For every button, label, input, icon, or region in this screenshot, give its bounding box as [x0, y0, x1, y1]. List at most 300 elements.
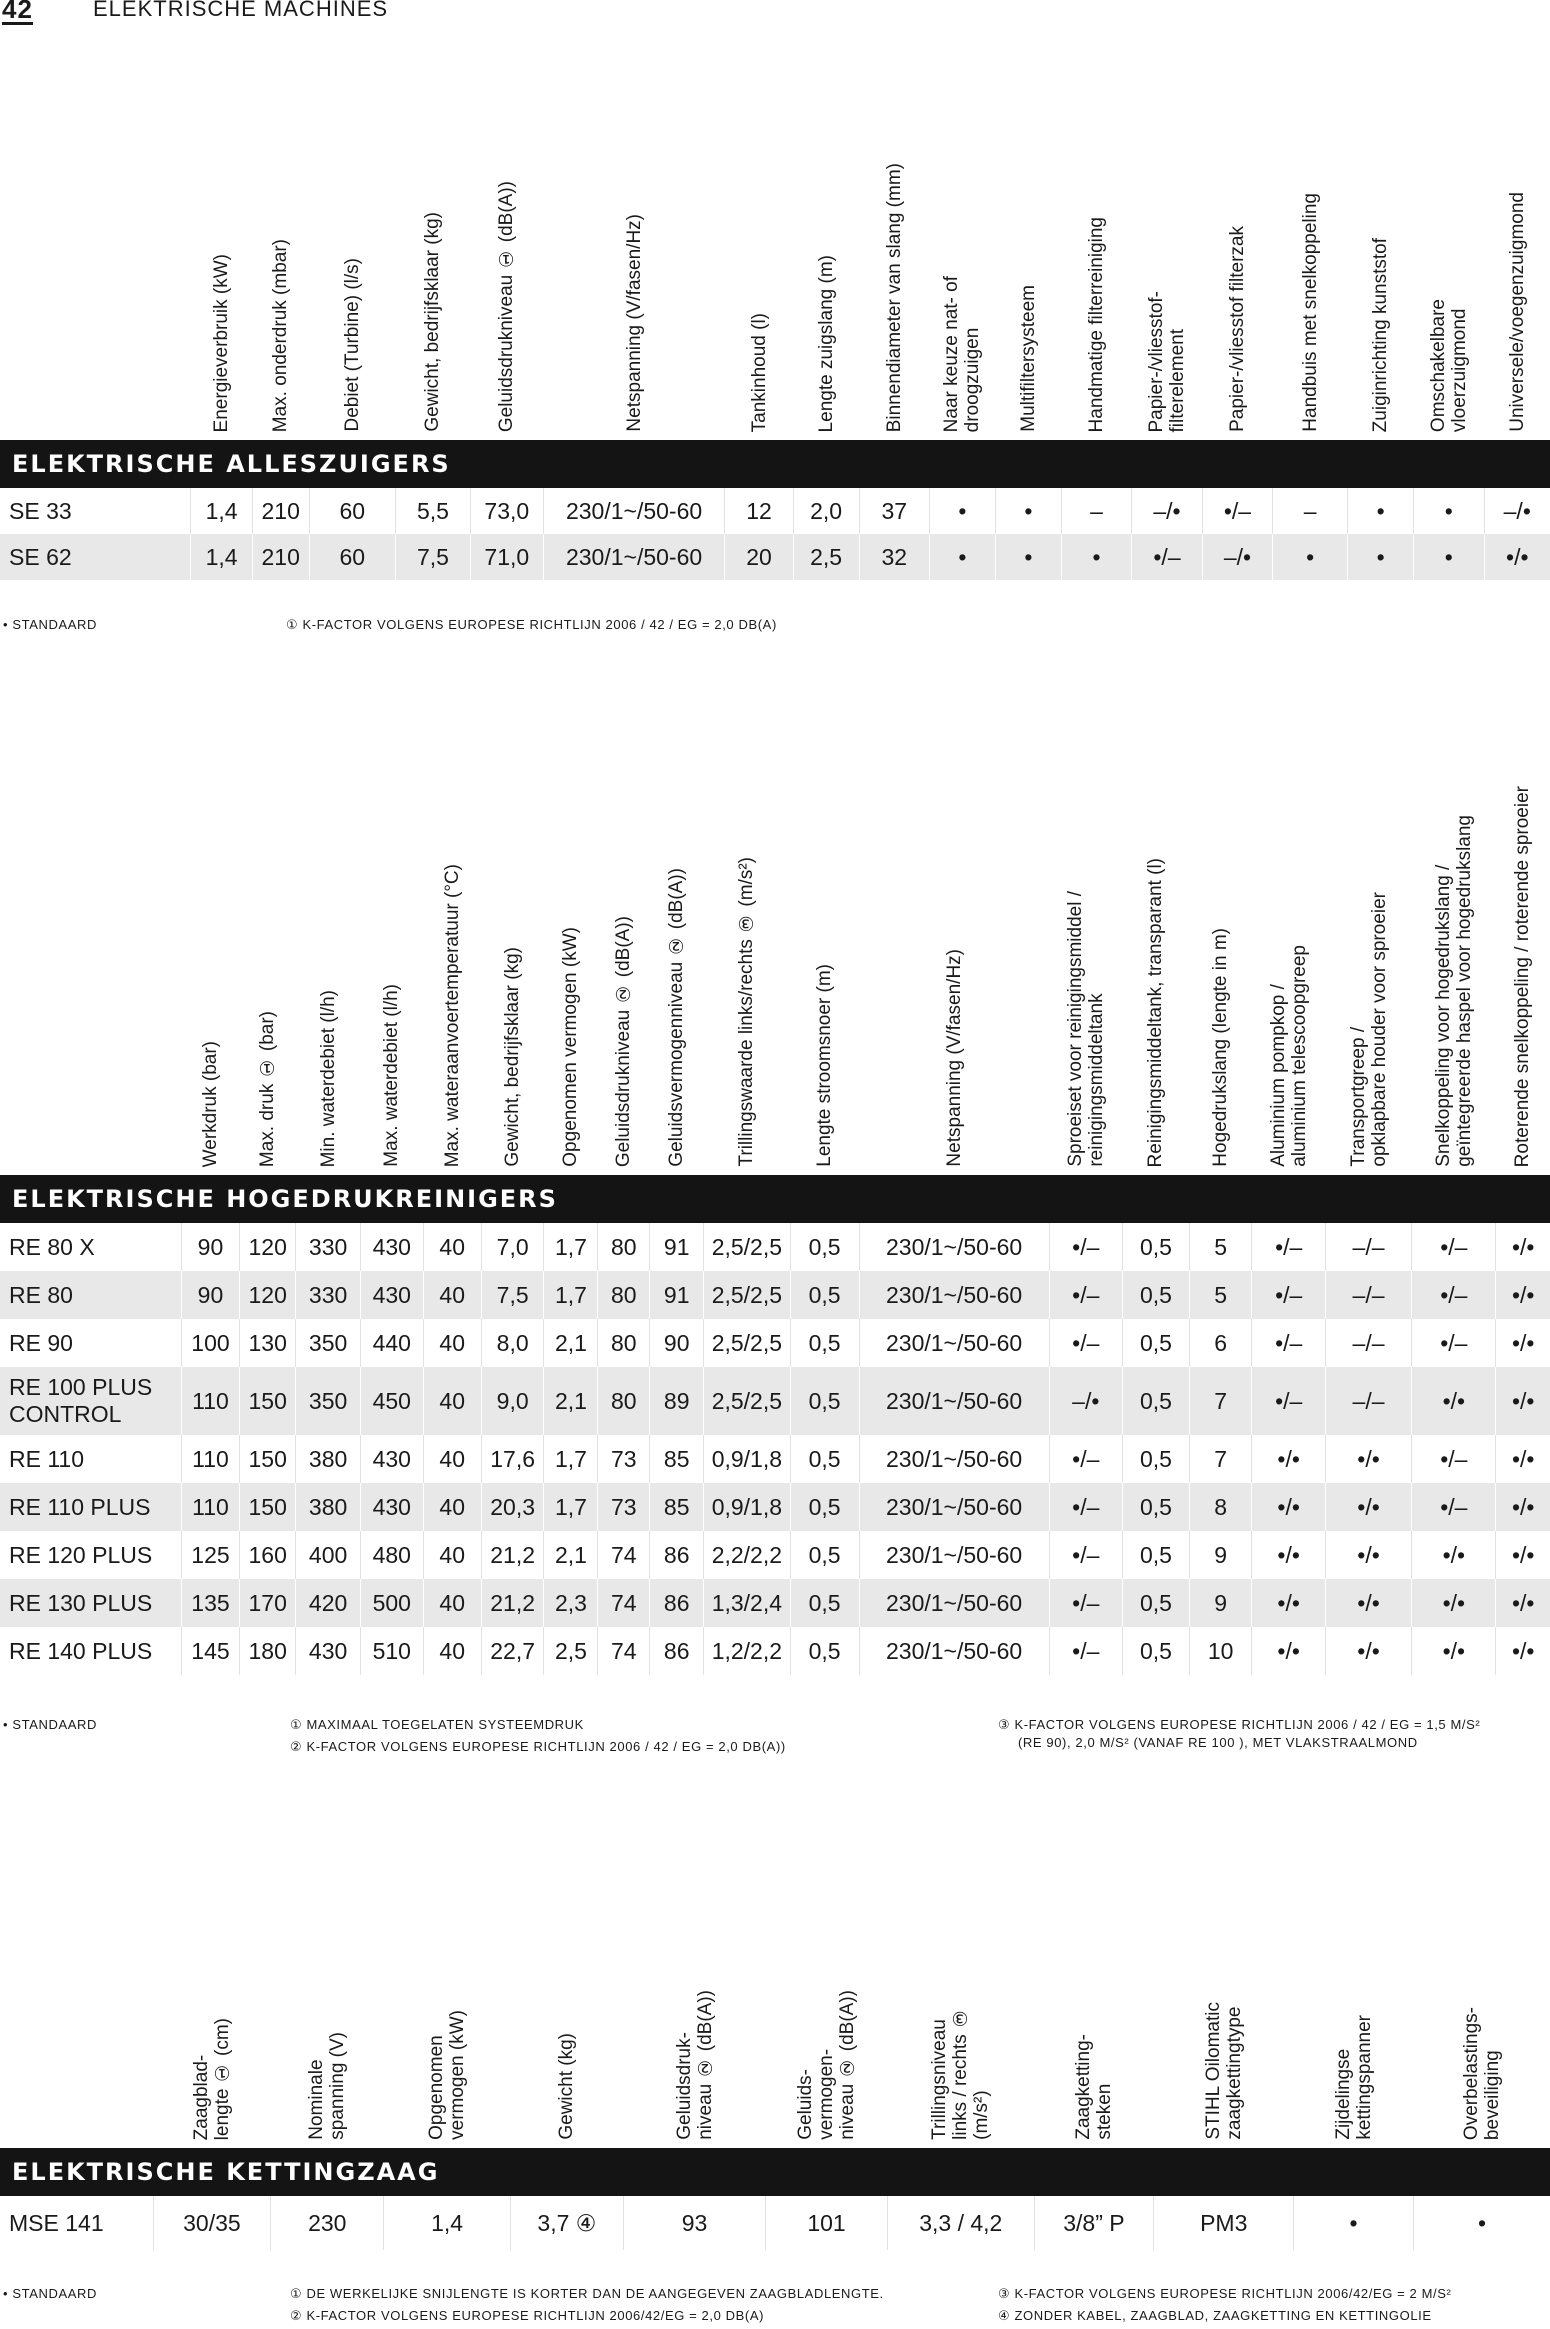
table-cell: 0,9/1,8: [704, 1483, 790, 1531]
table-row: [0, 1435, 1550, 1483]
table-cell: 3,7 ④: [510, 2196, 623, 2250]
table-cell: 230/1~/50-60: [859, 1435, 1049, 1483]
table-cell: 380: [296, 1483, 361, 1531]
table-cell: 40: [423, 1367, 481, 1435]
table-cell: •/–: [1049, 1319, 1122, 1367]
table-cell: –/•: [1202, 534, 1272, 580]
header-corner: [0, 695, 181, 1175]
t1-footnote-1: ① K-FACTOR VOLGENS EUROPESE RICHTLIJN 2006 / 42 / EG = 2,0 DB(A): [286, 617, 777, 632]
table-cell: 80: [598, 1319, 650, 1367]
table-cell: •/–: [1252, 1319, 1325, 1367]
column-header-label: Gewicht (kg): [556, 2033, 578, 2140]
table-cell: 89: [650, 1367, 704, 1435]
model-name: RE 100 PLUS CONTROL: [0, 1367, 181, 1435]
table-cell: 30/35: [153, 2196, 271, 2250]
table-cell: •/•: [1496, 1367, 1550, 1435]
column-header-label: Sproeiset voor reinigingsmiddel / reinigingsmiddeltank: [1064, 891, 1107, 1167]
table-cell: 0,5: [1122, 1367, 1189, 1435]
table-cell: •: [995, 534, 1061, 580]
model-name: RE 120 PLUS: [0, 1531, 181, 1579]
table-cell: –/–: [1325, 1271, 1411, 1319]
table-cell: •: [1413, 2196, 1550, 2250]
column-header: [1294, 1930, 1414, 2148]
table-cell: PM3: [1154, 2196, 1294, 2250]
table-cell: 40: [423, 1627, 481, 1675]
column-header: [1154, 1930, 1294, 2148]
table-cell: 86: [650, 1531, 704, 1579]
table-cell: 0,5: [790, 1531, 859, 1579]
table-cell: 330: [296, 1223, 361, 1271]
table-cell: 40: [423, 1223, 481, 1271]
table-cell: 230/1~/50-60: [859, 1223, 1049, 1271]
table-cell: 60: [309, 488, 395, 534]
column-header-label: Binnendiameter van slang (mm): [883, 162, 905, 432]
section-title-row: [0, 2148, 1550, 2196]
column-header-label: Energieverbruik (kW): [211, 253, 233, 432]
table-cell: 74: [598, 1579, 650, 1627]
column-header: [598, 695, 650, 1175]
table-cell: 86: [650, 1627, 704, 1675]
table-cell: 93: [624, 2196, 766, 2250]
table-cell: 73: [598, 1435, 650, 1483]
table-cell: 2,1: [544, 1367, 598, 1435]
column-header: [1189, 695, 1252, 1175]
table-cell: •: [1294, 2196, 1414, 2250]
table-cell: –/–: [1325, 1223, 1411, 1271]
table-cell: •: [1414, 534, 1484, 580]
model-name: RE 140 PLUS: [0, 1627, 181, 1675]
column-header-label: Handmatige filterreiniging: [1086, 216, 1108, 432]
table-cell: •: [1061, 534, 1131, 580]
t3-footnote-1: ① DE WERKELIJKE SNIJLENGTE IS KORTER DAN DE AANGEGEVEN ZAAGBLADLENGTE.: [290, 2286, 884, 2301]
table-cell: 440: [360, 1319, 423, 1367]
table-cell: 40: [423, 1579, 481, 1627]
table-cell: •/•: [1325, 1627, 1411, 1675]
column-header: [888, 1930, 1034, 2148]
table-cell: 0,5: [790, 1627, 859, 1675]
table-cell: 1,4: [191, 488, 252, 534]
table-cell: –/•: [1484, 488, 1550, 534]
table-cell: 80: [598, 1367, 650, 1435]
column-header-label: Trillingswaarde links/rechts ③ (m/s²): [736, 857, 758, 1167]
table-cell: 91: [650, 1223, 704, 1271]
table-row: [0, 488, 1550, 534]
table-row: [0, 1271, 1550, 1319]
section-title-row: [0, 440, 1550, 488]
table-cell: 91: [650, 1271, 704, 1319]
table-cell: •/–: [1049, 1223, 1122, 1271]
table-cell: 0,9/1,8: [704, 1435, 790, 1483]
column-header-label: STIHL Oilomatic zaagkettingtype: [1202, 2002, 1245, 2140]
column-header: [859, 120, 929, 440]
column-header-label: Zaagketting- steken: [1072, 2034, 1115, 2140]
table-cell: 180: [240, 1627, 296, 1675]
table-cell: 9,0: [481, 1367, 544, 1435]
table-cell: 10: [1189, 1627, 1252, 1675]
table-cell: •/–: [1252, 1271, 1325, 1319]
table-cell: 0,5: [1122, 1579, 1189, 1627]
column-header-label: Zaagblad- lengte ① (cm): [190, 2017, 233, 2140]
table-cell: 120: [240, 1223, 296, 1271]
column-header: [1252, 695, 1325, 1175]
table-cell: •/–: [1252, 1367, 1325, 1435]
column-header-label: Omschakelbare vloerzuigmond: [1427, 298, 1470, 432]
column-header: [790, 695, 859, 1175]
column-header: [510, 1930, 623, 2148]
column-header-label: Geluidsdrukniveau ① (dB(A)): [496, 180, 518, 432]
column-header: [1496, 695, 1550, 1175]
model-name: RE 110 PLUS: [0, 1483, 181, 1531]
column-header: [544, 695, 598, 1175]
table-cell: 230/1~/50-60: [859, 1579, 1049, 1627]
table-cell: 74: [598, 1627, 650, 1675]
column-header: [859, 695, 1049, 1175]
table-cell: 430: [360, 1223, 423, 1271]
table-cell: 135: [181, 1579, 239, 1627]
column-header: [725, 120, 793, 440]
table-cell: •/–: [1412, 1271, 1496, 1319]
table-cell: •/•: [1325, 1483, 1411, 1531]
column-header-label: Max. onderdruk (mbar): [270, 238, 292, 432]
column-header: [624, 1930, 766, 2148]
table-cell: 40: [423, 1319, 481, 1367]
column-header-label: Naar keuze nat- of droogzuigen: [941, 275, 984, 432]
table-cell: 73,0: [470, 488, 543, 534]
column-header-label: Werkdruk (bar): [199, 1040, 221, 1167]
table-cell: 230/1~/50-60: [543, 488, 725, 534]
column-header-label: Max. wateraanvoertemperatuur (°C): [441, 863, 463, 1167]
header-corner: [0, 1930, 153, 2148]
table-cell: 230/1~/50-60: [859, 1483, 1049, 1531]
table-cell: 40: [423, 1435, 481, 1483]
column-header-label: Nominale spanning (V): [306, 2032, 349, 2140]
column-header: [650, 695, 704, 1175]
table-cell: 0,5: [1122, 1223, 1189, 1271]
table-cell: 7: [1189, 1435, 1252, 1483]
table-cell: –/–: [1325, 1367, 1411, 1435]
table-cell: 37: [859, 488, 929, 534]
column-header: [423, 695, 481, 1175]
table-row: [0, 534, 1550, 580]
header-corner: [0, 120, 191, 440]
table-cell: 86: [650, 1579, 704, 1627]
table-cell: 0,5: [1122, 1531, 1189, 1579]
table-cell: 1,7: [544, 1223, 598, 1271]
table-cell: 130: [240, 1319, 296, 1367]
table-row: [0, 1483, 1550, 1531]
table-cell: 71,0: [470, 534, 543, 580]
table-cell: •/•: [1412, 1579, 1496, 1627]
table-row: [0, 1531, 1550, 1579]
column-header: [360, 695, 423, 1175]
column-header: [252, 120, 309, 440]
table-cell: •/•: [1252, 1483, 1325, 1531]
alleszuigers-table: [0, 120, 1550, 580]
column-header: [1132, 120, 1202, 440]
table-cell: •/–: [1252, 1223, 1325, 1271]
table-cell: •: [1414, 488, 1484, 534]
page-title: ELEKTRISCHE MACHINES: [93, 0, 389, 21]
column-header-label: Geluidsdruk- niveau ② (dB(A)): [673, 1990, 716, 2140]
kettingzaag-table: [0, 1930, 1550, 2250]
table-cell: 0,5: [1122, 1483, 1189, 1531]
table-cell: 9: [1189, 1531, 1252, 1579]
column-header-label: Opgenomen vermogen (kW): [426, 2010, 469, 2140]
column-header: [704, 695, 790, 1175]
table-cell: 1,7: [544, 1271, 598, 1319]
model-name: RE 110: [0, 1435, 181, 1483]
column-header: [481, 695, 544, 1175]
table-cell: –/–: [1325, 1319, 1411, 1367]
table-cell: •/•: [1252, 1579, 1325, 1627]
table-cell: •/–: [1049, 1483, 1122, 1531]
model-name: RE 80: [0, 1271, 181, 1319]
table-cell: •/–: [1049, 1531, 1122, 1579]
table-cell: 145: [181, 1627, 239, 1675]
table-cell: 8: [1189, 1483, 1252, 1531]
table-cell: 230/1~/50-60: [859, 1319, 1049, 1367]
column-header-label: Geluidsdrukniveau ② (dB(A)): [613, 915, 635, 1167]
column-header-label: Multifiltersysteem: [1017, 285, 1039, 432]
table-cell: •/–: [1049, 1271, 1122, 1319]
table-cell: 101: [766, 2196, 888, 2250]
table-cell: 0,5: [1122, 1271, 1189, 1319]
table-cell: 7: [1189, 1367, 1252, 1435]
table-cell: 110: [181, 1483, 239, 1531]
column-header-label: Netspanning (V/fasen/Hz): [623, 214, 645, 432]
table-cell: •/–: [1049, 1627, 1122, 1675]
column-header: [1348, 120, 1414, 440]
table-cell: 80: [598, 1223, 650, 1271]
column-header-label: Snelkoppeling voor hogedrukslang / geïntegreerde haspel voor hogedrukslang: [1432, 815, 1475, 1167]
table-cell: 2,5/2,5: [704, 1271, 790, 1319]
table-cell: 8,0: [481, 1319, 544, 1367]
column-header-label: Debiet (Turbine) (l/s): [341, 258, 363, 432]
table-cell: •/•: [1496, 1435, 1550, 1483]
table-cell: 430: [360, 1483, 423, 1531]
column-header: [470, 120, 543, 440]
table-cell: 0,5: [790, 1483, 859, 1531]
table-cell: 420: [296, 1579, 361, 1627]
column-header: [1034, 1930, 1154, 2148]
column-header: [1484, 120, 1550, 440]
table-cell: 2,1: [544, 1531, 598, 1579]
model-name: RE 130 PLUS: [0, 1579, 181, 1627]
table-cell: •/•: [1252, 1627, 1325, 1675]
column-header: [793, 120, 859, 440]
table-cell: 2,5: [544, 1627, 598, 1675]
table-cell: 160: [240, 1531, 296, 1579]
table-cell: •/•: [1412, 1531, 1496, 1579]
column-header: [296, 695, 361, 1175]
table-cell: 60: [309, 534, 395, 580]
table-cell: 6: [1189, 1319, 1252, 1367]
table-cell: 1,7: [544, 1483, 598, 1531]
table-cell: •/•: [1325, 1579, 1411, 1627]
column-header: [1273, 120, 1348, 440]
table-cell: 1,4: [191, 534, 252, 580]
table-cell: 40: [423, 1531, 481, 1579]
column-header: [766, 1930, 888, 2148]
table-cell: 430: [360, 1271, 423, 1319]
column-header: [1122, 695, 1189, 1175]
column-header-label: Zuiginrichting kunststof: [1370, 237, 1392, 432]
t2-footnote-1: ① MAXIMAAL TOEGELATEN SYSTEEMDRUK: [290, 1717, 584, 1732]
column-header-label: Tankinhoud (l): [748, 312, 770, 432]
table-cell: 74: [598, 1531, 650, 1579]
column-header: [1412, 695, 1496, 1175]
table-cell: •/–: [1202, 488, 1272, 534]
table-row: [0, 1627, 1550, 1675]
table-cell: 510: [360, 1627, 423, 1675]
column-header-label: Roterende snelkoppeling / roterende sproeier: [1512, 785, 1534, 1167]
table-cell: •/•: [1496, 1531, 1550, 1579]
column-header: [1413, 1930, 1550, 2148]
table-cell: 2,0: [793, 488, 859, 534]
table-cell: 1,2/2,2: [704, 1627, 790, 1675]
table-cell: 150: [240, 1483, 296, 1531]
column-header-label: Hogedrukslang (lengte in m): [1210, 928, 1232, 1167]
section-title: ELEKTRISCHE KETTINGZAAG: [0, 2148, 1550, 2196]
table-cell: 0,5: [790, 1435, 859, 1483]
table-cell: 0,5: [1122, 1627, 1189, 1675]
table-cell: 2,1: [544, 1319, 598, 1367]
t1-footnote-standard: • STANDAARD: [3, 617, 97, 632]
t2-footnote-3a: ③ K-FACTOR VOLGENS EUROPESE RICHTLIJN 2006 / 42 / EG = 1,5 M/S²: [998, 1717, 1481, 1732]
column-header: [1061, 120, 1131, 440]
column-header-label: Aluminium pompkop / aluminium telescoopgreep: [1267, 945, 1310, 1167]
table-cell: 210: [252, 488, 309, 534]
table-cell: 1,4: [384, 2196, 510, 2250]
table-cell: •: [1348, 488, 1414, 534]
table-cell: 12: [725, 488, 793, 534]
table-cell: 2,3: [544, 1579, 598, 1627]
column-header-label: Transportgreep / opklapbare houder voor sproeier: [1347, 892, 1390, 1167]
table-cell: 90: [181, 1223, 239, 1271]
table-cell: •/•: [1496, 1483, 1550, 1531]
column-header: [1049, 695, 1122, 1175]
header-row: [0, 1930, 1550, 2148]
table-cell: 100: [181, 1319, 239, 1367]
table-cell: 0,5: [790, 1223, 859, 1271]
model-name: SE 33: [0, 488, 191, 534]
table-cell: 90: [650, 1319, 704, 1367]
table-cell: 230/1~/50-60: [859, 1627, 1049, 1675]
table-cell: 0,5: [1122, 1435, 1189, 1483]
table-cell: 0,5: [790, 1319, 859, 1367]
table-cell: 230/1~/50-60: [543, 534, 725, 580]
table-cell: 350: [296, 1319, 361, 1367]
table-cell: 230/1~/50-60: [859, 1367, 1049, 1435]
header-row: [0, 120, 1550, 440]
table-cell: 40: [423, 1483, 481, 1531]
page-number: 42: [2, 0, 33, 25]
table-cell: 0,5: [790, 1367, 859, 1435]
column-header-label: Reinigingsmiddeltank, transparant (l): [1145, 857, 1167, 1167]
column-header: [153, 1930, 271, 2148]
table-cell: •/•: [1496, 1579, 1550, 1627]
table-cell: 20: [725, 534, 793, 580]
column-header-label: Gewicht, bedrijfsklaar (kg): [422, 212, 444, 432]
column-header-label: Gewicht, bedrijfsklaar (kg): [502, 947, 524, 1167]
table-cell: •/–: [1049, 1579, 1122, 1627]
table-cell: 17,6: [481, 1435, 544, 1483]
table-cell: •: [930, 534, 996, 580]
table-cell: •/•: [1252, 1531, 1325, 1579]
table-row: [0, 1579, 1550, 1627]
table-cell: 85: [650, 1483, 704, 1531]
table-cell: 2,5/2,5: [704, 1319, 790, 1367]
column-header-label: Lengte zuigslang (m): [815, 254, 837, 432]
table-cell: 150: [240, 1367, 296, 1435]
column-header-label: Trillingsniveau links / rechts ③ (m/s²): [929, 2007, 993, 2140]
table-cell: 40: [423, 1271, 481, 1319]
table-cell: 1,7: [544, 1435, 598, 1483]
table-cell: 2,5: [793, 534, 859, 580]
hogedrukreinigers-table: [0, 695, 1550, 1675]
table-cell: 120: [240, 1271, 296, 1319]
table-cell: 400: [296, 1531, 361, 1579]
model-name: MSE 141: [0, 2196, 153, 2250]
table-cell: •/–: [1049, 1435, 1122, 1483]
table-cell: 450: [360, 1367, 423, 1435]
table-cell: 7,5: [481, 1271, 544, 1319]
column-header: [191, 120, 252, 440]
table-cell: 2,5/2,5: [704, 1367, 790, 1435]
column-header: [995, 120, 1061, 440]
table-cell: •/•: [1412, 1367, 1496, 1435]
page-header: [0, 0, 1550, 28]
table-cell: 2,5/2,5: [704, 1223, 790, 1271]
table-cell: •/•: [1484, 534, 1550, 580]
column-header-label: Universele/voegenzuigmond: [1506, 192, 1528, 432]
table-cell: 21,2: [481, 1531, 544, 1579]
column-header: [271, 1930, 384, 2148]
section-title-row: [0, 1175, 1550, 1223]
t3-footnote-standard: • STANDAARD: [3, 2286, 97, 2301]
table-cell: •/–: [1132, 534, 1202, 580]
table-cell: 170: [240, 1579, 296, 1627]
column-header-label: Papier-/vliesstof- filterelement: [1145, 290, 1188, 432]
column-header: [543, 120, 725, 440]
table-cell: •: [1273, 534, 1348, 580]
table-cell: •/•: [1325, 1435, 1411, 1483]
column-header: [1202, 120, 1272, 440]
table-cell: –: [1061, 488, 1131, 534]
column-header: [395, 120, 470, 440]
table-row: [0, 1223, 1550, 1271]
table-cell: 3/8” P: [1034, 2196, 1154, 2250]
table-cell: 125: [181, 1531, 239, 1579]
column-header: [384, 1930, 510, 2148]
table-cell: •: [995, 488, 1061, 534]
column-header: [309, 120, 395, 440]
table-cell: 90: [181, 1271, 239, 1319]
table-cell: 9: [1189, 1579, 1252, 1627]
table-cell: 480: [360, 1531, 423, 1579]
section-title: ELEKTRISCHE ALLESZUIGERS: [0, 440, 1550, 488]
table-cell: 21,2: [481, 1579, 544, 1627]
table-cell: 330: [296, 1271, 361, 1319]
table-cell: –/•: [1132, 488, 1202, 534]
column-header-label: Opgenomen vermogen (kW): [560, 927, 582, 1167]
table-cell: 0,5: [1122, 1319, 1189, 1367]
table-cell: •/•: [1325, 1531, 1411, 1579]
table-cell: 430: [296, 1627, 361, 1675]
header-row: [0, 695, 1550, 1175]
t2-footnote-2: ② K-FACTOR VOLGENS EUROPESE RICHTLIJN 2006 / 42 / EG = 2,0 DB(A)): [290, 1739, 786, 1754]
table-cell: 3,3 / 4,2: [888, 2196, 1034, 2250]
